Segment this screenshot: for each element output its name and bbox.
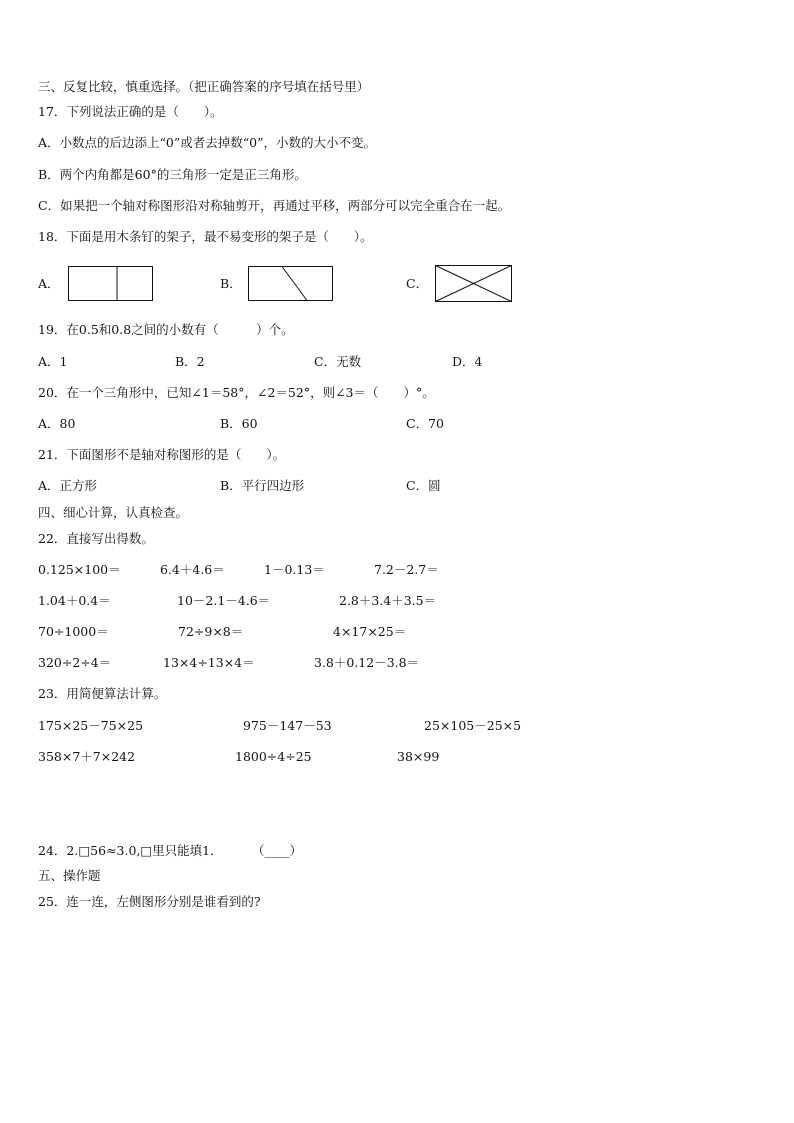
q18-frame-b-figure bbox=[248, 266, 334, 302]
q20-option-c: C．70 bbox=[406, 416, 444, 431]
q20-stem: 20．在一个三角形中，已知∠1＝58°，∠2＝52°，则∠3＝（ ）°。 bbox=[38, 385, 435, 400]
q22-row4-item2: 13×4÷13×4＝ bbox=[163, 655, 255, 670]
q18-option-a-label: A． bbox=[38, 276, 60, 291]
q23-row2-item2: 1800÷4÷25 bbox=[235, 749, 312, 764]
q22-row1-item3: 1－0.13＝ bbox=[264, 562, 325, 577]
q18-option-c-label: C． bbox=[406, 276, 429, 291]
q21-stem: 21．下面图形不是轴对称图形的是（ ）。 bbox=[38, 447, 286, 462]
q21-option-a: A．正方形 bbox=[38, 478, 98, 493]
q22-row3-item1: 70÷1000＝ bbox=[38, 624, 109, 639]
q17-stem: 17．下列说法正确的是（ ）。 bbox=[38, 104, 223, 119]
q19-option-a: A．1 bbox=[38, 354, 68, 369]
q22-row1-item4: 7.2－2.7＝ bbox=[374, 562, 439, 577]
q22-row4-item1: 320÷2÷4＝ bbox=[38, 655, 112, 670]
q17-option-b: B．两个内角都是60°的三角形一定是正三角形。 bbox=[38, 167, 307, 182]
section-5-title: 五、操作题 bbox=[38, 868, 101, 883]
q19-stem: 19．在0.5和0.8之间的小数有（ ）个。 bbox=[38, 322, 294, 337]
q18-stem: 18．下面是用木条钉的架子，最不易变形的架子是（ ）。 bbox=[38, 229, 373, 244]
q19-option-b: B．2 bbox=[175, 354, 205, 369]
q23-row2-item3: 38×99 bbox=[397, 749, 440, 764]
q22-row1-item1: 0.125×100＝ bbox=[38, 562, 121, 577]
q22-row3-item2: 72÷9×8＝ bbox=[178, 624, 244, 639]
q21-option-b: B．平行四边形 bbox=[220, 478, 305, 493]
q22-row3-item3: 4×17×25＝ bbox=[333, 624, 407, 639]
q22-row2-item2: 10－2.1－4.6＝ bbox=[177, 593, 271, 608]
section-4-title: 四、细心计算，认真检查。 bbox=[38, 505, 189, 520]
q23-row2-item1: 358×7＋7×242 bbox=[38, 749, 136, 764]
q23-row1-item2: 975－147－53 bbox=[243, 718, 332, 733]
q24-answer-blank[interactable]: （____） bbox=[252, 843, 303, 858]
q24-stem: 24．2.□56≈3.0,□里只能填1． bbox=[38, 843, 223, 858]
q18-frame-a-figure bbox=[68, 266, 154, 302]
q19-option-d: D．4 bbox=[452, 354, 483, 369]
q21-option-c: C．圆 bbox=[406, 478, 441, 493]
q22-row2-item3: 2.8＋3.4＋3.5＝ bbox=[339, 593, 437, 608]
q20-option-b: B．60 bbox=[220, 416, 258, 431]
q23-row1-item3: 25×105－25×5 bbox=[424, 718, 522, 733]
q18-option-b-label: B． bbox=[220, 276, 242, 291]
q22-row4-item3: 3.8＋0.12－3.8＝ bbox=[314, 655, 420, 670]
q25-stem: 25．连一连，左侧图形分别是谁看到的? bbox=[38, 894, 261, 909]
q22-row2-item1: 1.04＋0.4＝ bbox=[38, 593, 111, 608]
q17-option-a: A．小数点的后边添上“0”或者去掉数“0”，小数的大小不变。 bbox=[38, 135, 376, 150]
q23-stem: 23．用简便算法计算。 bbox=[38, 686, 167, 701]
q19-option-c: C．无数 bbox=[314, 354, 362, 369]
q22-stem: 22．直接写出得数。 bbox=[38, 531, 154, 546]
q23-row1-item1: 175×25－75×25 bbox=[38, 718, 144, 733]
section-3-title: 三、反复比较，慎重选择。（把正确答案的序号填在括号里） bbox=[38, 79, 370, 94]
q18-frame-c-figure bbox=[435, 265, 513, 303]
q20-option-a: A．80 bbox=[38, 416, 76, 431]
q22-row1-item2: 6.4＋4.6＝ bbox=[160, 562, 225, 577]
q17-option-c: C．如果把一个轴对称图形沿对称轴剪开，再通过平移，两部分可以完全重合在一起。 bbox=[38, 198, 511, 213]
